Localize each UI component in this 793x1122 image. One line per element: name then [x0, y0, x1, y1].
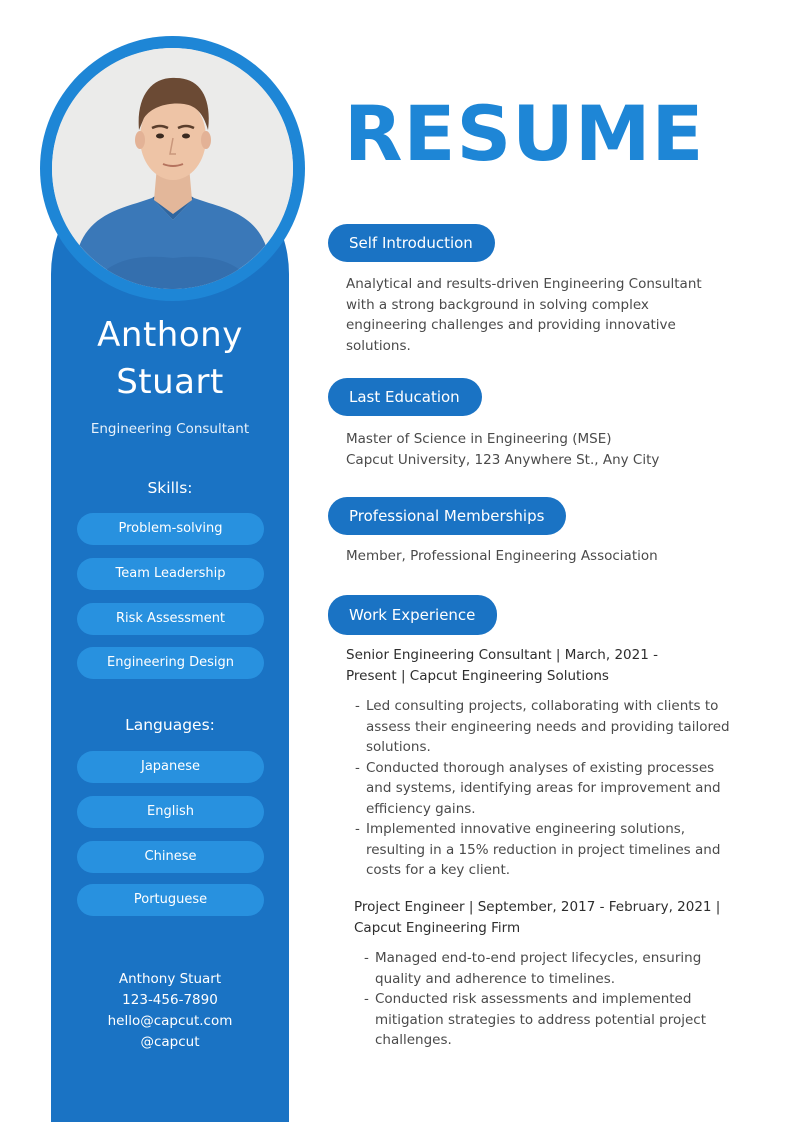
skill-pill: Engineering Design: [77, 647, 264, 679]
language-pill: Japanese: [77, 751, 264, 783]
skill-pill: Risk Assessment: [77, 603, 264, 635]
skills-heading: Skills:: [147, 479, 193, 497]
education-degree: Master of Science in Engineering (MSE): [346, 431, 612, 447]
profile-name-first: Anthony: [97, 315, 243, 355]
job-bullet: - Conducted thorough analyses of existing processes and systems, identifying areas for improvement and efficiency gains.: [355, 758, 730, 820]
job-bullet: - Managed end-to-end project lifecycles, ensuring quality and adherence to timelines.: [364, 948, 732, 989]
resume-title: RESUME: [344, 89, 705, 178]
contact-block: [51, 969, 289, 1053]
language-pill: Chinese: [77, 841, 264, 873]
job-title: Senior Engineering Consultant | March, 2021 - Present | Capcut Engineering Solutions: [346, 647, 658, 684]
section-header-memberships: Professional Memberships: [328, 497, 566, 535]
job-bullet: - Implemented innovative engineering solutions, resulting in a 15% reduction in project timelines and costs for a key client.: [355, 819, 730, 881]
skill-pill: Team Leadership: [77, 558, 264, 590]
education-text: [346, 429, 746, 470]
profile-name-last: Stuart: [116, 362, 224, 402]
section-header-education: Last Education: [328, 378, 482, 416]
contact-name: Anthony Stuart: [118, 971, 222, 987]
language-pill: Portuguese: [77, 884, 264, 916]
profile-name: [51, 312, 289, 406]
section-header-intro: Self Introduction: [328, 224, 495, 262]
contact-email[interactable]: hello@capcut.com: [107, 1013, 233, 1029]
job-bullets: [364, 948, 732, 1051]
job-bullet: - Led consulting projects, collaborating with clients to assess their engineering needs and providing tailored solutions.: [355, 696, 730, 758]
languages-heading: Languages:: [125, 716, 215, 734]
job-bullets: [355, 696, 730, 881]
contact-handle[interactable]: @capcut: [140, 1034, 200, 1050]
job-bullet: - Conducted risk assessments and implemented mitigation strategies to address potential project challenges.: [364, 989, 732, 1051]
profile-photo: [52, 48, 293, 289]
contact-phone: 123-456-7890: [122, 992, 218, 1008]
education-school: Capcut University, 123 Anywhere St., Any City: [346, 451, 660, 468]
intro-text: Analytical and results-driven Engineering Consultant with a strong background in solving complex engineering challenges and providing innovative solutions.: [346, 276, 702, 354]
section-header-experience: Work Experience: [328, 595, 497, 635]
profile-role: Engineering Consultant: [90, 421, 250, 437]
language-pill: English: [77, 796, 264, 828]
memberships-text: Member, Professional Engineering Association: [346, 548, 658, 564]
person-portrait-icon: [52, 48, 293, 289]
skill-pill: Problem-solving: [77, 513, 264, 545]
job-title: Project Engineer | September, 2017 - February, 2021 | Capcut Engineering Firm: [354, 899, 721, 936]
